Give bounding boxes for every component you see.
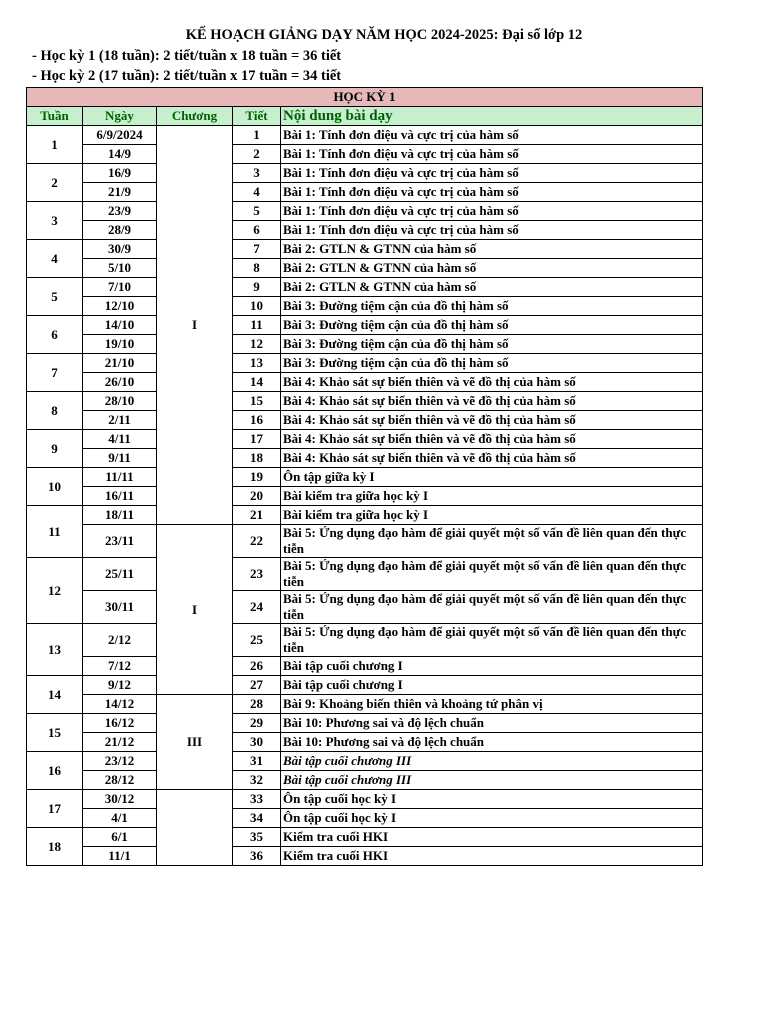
week-cell: 18 <box>27 828 83 866</box>
period-cell: 18 <box>233 449 281 468</box>
table-row <box>27 392 703 411</box>
period-cell: 4 <box>233 183 281 202</box>
period-cell: 24 <box>233 591 281 624</box>
table-row <box>27 558 703 591</box>
chapter-cell: III <box>157 695 233 790</box>
period-cell: 32 <box>233 771 281 790</box>
lesson-content-cell: Bài 1: Tính đơn điệu và cực trị của hàm số <box>281 183 703 202</box>
period-cell: 25 <box>233 624 281 657</box>
lesson-content-cell: Bài 2: GTLN & GTNN của hàm số <box>281 278 703 297</box>
table-row <box>27 752 703 771</box>
date-cell: 21/9 <box>83 183 157 202</box>
table-row <box>27 373 703 392</box>
period-cell: 36 <box>233 847 281 866</box>
table-row <box>27 828 703 847</box>
date-cell: 5/10 <box>83 259 157 278</box>
period-cell: 12 <box>233 335 281 354</box>
table-row <box>27 126 703 145</box>
date-cell: 30/9 <box>83 240 157 259</box>
date-cell: 4/11 <box>83 430 157 449</box>
table-row <box>27 335 703 354</box>
date-cell: 6/9/2024 <box>83 126 157 145</box>
lesson-content-cell: Bài 4: Khảo sát sự biến thiên và vẽ đồ thị của hàm số <box>281 449 703 468</box>
date-cell: 2/11 <box>83 411 157 430</box>
week-cell: 7 <box>27 354 83 392</box>
lesson-content-cell: Bài 5: Ứng dụng đạo hàm để giải quyết một số vấn đề liên quan đến thực tiễn <box>281 525 703 558</box>
date-cell: 4/1 <box>83 809 157 828</box>
date-cell: 28/10 <box>83 392 157 411</box>
teaching-plan-table <box>26 87 703 866</box>
date-cell: 6/1 <box>83 828 157 847</box>
date-cell: 12/10 <box>83 297 157 316</box>
date-cell: 7/12 <box>83 657 157 676</box>
lesson-content-cell: Bài kiểm tra giữa học kỳ I <box>281 487 703 506</box>
table-row <box>27 278 703 297</box>
period-cell: 5 <box>233 202 281 221</box>
date-cell: 2/12 <box>83 624 157 657</box>
table-row <box>27 733 703 752</box>
lesson-content-cell: Bài 3: Đường tiệm cận của đồ thị hàm số <box>281 335 703 354</box>
date-cell: 30/12 <box>83 790 157 809</box>
date-cell: 23/9 <box>83 202 157 221</box>
table-row <box>27 790 703 809</box>
week-cell: 12 <box>27 558 83 624</box>
week-cell: 10 <box>27 468 83 506</box>
week-cell: 8 <box>27 392 83 430</box>
date-cell: 9/12 <box>83 676 157 695</box>
table-row <box>27 316 703 335</box>
date-cell: 28/12 <box>83 771 157 790</box>
period-cell: 3 <box>233 164 281 183</box>
date-cell: 14/10 <box>83 316 157 335</box>
period-cell: 1 <box>233 126 281 145</box>
date-cell: 16/9 <box>83 164 157 183</box>
period-cell: 31 <box>233 752 281 771</box>
column-header-row <box>27 107 703 126</box>
semester-2-summary: - Học kỳ 2 (17 tuần): 2 tiết/tuần x 17 tuần = 34 tiết <box>32 68 342 84</box>
week-cell: 2 <box>27 164 83 202</box>
table-row <box>27 449 703 468</box>
period-cell: 15 <box>233 392 281 411</box>
week-cell: 15 <box>27 714 83 752</box>
period-cell: 17 <box>233 430 281 449</box>
week-cell: 11 <box>27 506 83 558</box>
lesson-content-cell: Bài 4: Khảo sát sự biến thiên và vẽ đồ thị của hàm số <box>281 430 703 449</box>
week-cell: 1 <box>27 126 83 164</box>
lesson-content-cell: Bài tập cuối chương III <box>281 752 703 771</box>
lesson-content-cell: Ôn tập cuối học kỳ I <box>281 809 703 828</box>
lesson-content-cell: Bài 1: Tính đơn điệu và cực trị của hàm số <box>281 145 703 164</box>
date-cell: 25/11 <box>83 558 157 591</box>
table-row <box>27 411 703 430</box>
table-row <box>27 591 703 624</box>
date-cell: 21/12 <box>83 733 157 752</box>
lesson-content-cell: Bài 3: Đường tiệm cận của đồ thị hàm số <box>281 297 703 316</box>
table-row <box>27 676 703 695</box>
lesson-content-cell: Bài 1: Tính đơn điệu và cực trị của hàm số <box>281 202 703 221</box>
date-cell: 23/12 <box>83 752 157 771</box>
lesson-content-cell: Bài 1: Tính đơn điệu và cực trị của hàm số <box>281 221 703 240</box>
date-cell: 18/11 <box>83 506 157 525</box>
lesson-content-cell: Bài 10: Phương sai và độ lệch chuẩn <box>281 733 703 752</box>
table-row <box>27 525 703 558</box>
table-row <box>27 695 703 714</box>
chapter-cell-empty <box>157 790 233 866</box>
header-chuong: Chương <box>157 107 233 126</box>
period-cell: 23 <box>233 558 281 591</box>
period-cell: 10 <box>233 297 281 316</box>
lesson-content-cell: Bài 3: Đường tiệm cận của đồ thị hàm số <box>281 316 703 335</box>
date-cell: 26/10 <box>83 373 157 392</box>
table-row <box>27 487 703 506</box>
table-row <box>27 259 703 278</box>
date-cell: 30/11 <box>83 591 157 624</box>
table-row <box>27 809 703 828</box>
date-cell: 7/10 <box>83 278 157 297</box>
period-cell: 27 <box>233 676 281 695</box>
period-cell: 2 <box>233 145 281 164</box>
week-cell: 3 <box>27 202 83 240</box>
period-cell: 6 <box>233 221 281 240</box>
semester-label: HỌC KỲ 1 <box>27 88 703 107</box>
week-cell: 16 <box>27 752 83 790</box>
period-cell: 22 <box>233 525 281 558</box>
date-cell: 9/11 <box>83 449 157 468</box>
period-cell: 33 <box>233 790 281 809</box>
date-cell: 16/11 <box>83 487 157 506</box>
week-cell: 9 <box>27 430 83 468</box>
table-row <box>27 468 703 487</box>
table-row <box>27 202 703 221</box>
lesson-content-cell: Bài 4: Khảo sát sự biến thiên và vẽ đồ thị của hàm số <box>281 373 703 392</box>
lesson-content-cell: Kiểm tra cuối HKI <box>281 828 703 847</box>
semester-header-row <box>27 88 703 107</box>
period-cell: 26 <box>233 657 281 676</box>
lesson-content-cell: Bài 2: GTLN & GTNN của hàm số <box>281 240 703 259</box>
date-cell: 11/11 <box>83 468 157 487</box>
week-cell: 13 <box>27 624 83 676</box>
period-cell: 30 <box>233 733 281 752</box>
date-cell: 23/11 <box>83 525 157 558</box>
table-row <box>27 145 703 164</box>
date-cell: 11/1 <box>83 847 157 866</box>
period-cell: 34 <box>233 809 281 828</box>
table-row <box>27 297 703 316</box>
period-cell: 21 <box>233 506 281 525</box>
table-row <box>27 354 703 373</box>
lesson-content-cell: Bài 5: Ứng dụng đạo hàm để giải quyết một số vấn đề liên quan đến thực tiễn <box>281 558 703 591</box>
week-cell: 5 <box>27 278 83 316</box>
page-title: KẾ HOẠCH GIẢNG DẠY NĂM HỌC 2024-2025: Đại số lớp 12 <box>185 27 583 43</box>
period-cell: 28 <box>233 695 281 714</box>
period-cell: 8 <box>233 259 281 278</box>
table-row <box>27 221 703 240</box>
date-cell: 28/9 <box>83 221 157 240</box>
date-cell: 21/10 <box>83 354 157 373</box>
header-tiet: Tiết <box>233 107 281 126</box>
header-ngay: Ngày <box>83 107 157 126</box>
table-row <box>27 183 703 202</box>
lesson-content-cell: Bài 1: Tính đơn điệu và cực trị của hàm số <box>281 126 703 145</box>
table-row <box>27 164 703 183</box>
lesson-content-cell: Bài 10: Phương sai và độ lệch chuẩn <box>281 714 703 733</box>
date-cell: 14/9 <box>83 145 157 164</box>
lesson-content-cell: Bài 2: GTLN & GTNN của hàm số <box>281 259 703 278</box>
lesson-content-cell: Bài tập cuối chương III <box>281 771 703 790</box>
period-cell: 20 <box>233 487 281 506</box>
date-cell: 19/10 <box>83 335 157 354</box>
period-cell: 35 <box>233 828 281 847</box>
lesson-content-cell: Ôn tập giữa kỳ I <box>281 468 703 487</box>
lesson-content-cell: Bài 4: Khảo sát sự biến thiên và vẽ đồ thị của hàm số <box>281 392 703 411</box>
date-cell: 14/12 <box>83 695 157 714</box>
semester-1-summary: - Học kỳ 1 (18 tuần): 2 tiết/tuần x 18 tuần = 36 tiết <box>32 48 342 64</box>
period-cell: 16 <box>233 411 281 430</box>
table-row <box>27 240 703 259</box>
period-cell: 9 <box>233 278 281 297</box>
header-tuan: Tuần <box>27 107 83 126</box>
table-row <box>27 771 703 790</box>
lesson-content-cell: Bài 5: Ứng dụng đạo hàm để giải quyết một số vấn đề liên quan đến thực tiễn <box>281 591 703 624</box>
period-cell: 14 <box>233 373 281 392</box>
lesson-content-cell: Ôn tập cuối học kỳ I <box>281 790 703 809</box>
lesson-content-cell: Bài tập cuối chương I <box>281 657 703 676</box>
lesson-content-cell: Bài kiểm tra giữa học kỳ I <box>281 506 703 525</box>
chapter-cell: I <box>157 126 233 525</box>
period-cell: 19 <box>233 468 281 487</box>
header-noidung: Nội dung bài dạy <box>281 107 703 126</box>
period-cell: 11 <box>233 316 281 335</box>
lesson-content-cell: Kiểm tra cuối HKI <box>281 847 703 866</box>
table-row <box>27 624 703 657</box>
table-row <box>27 847 703 866</box>
period-cell: 13 <box>233 354 281 373</box>
lesson-content-cell: Bài tập cuối chương I <box>281 676 703 695</box>
date-cell: 16/12 <box>83 714 157 733</box>
table-row <box>27 657 703 676</box>
lesson-content-cell: Bài 5: Ứng dụng đạo hàm để giải quyết một số vấn đề liên quan đến thực tiễn <box>281 624 703 657</box>
lesson-content-cell: Bài 4: Khảo sát sự biến thiên và vẽ đồ thị của hàm số <box>281 411 703 430</box>
week-cell: 6 <box>27 316 83 354</box>
period-cell: 29 <box>233 714 281 733</box>
period-cell: 7 <box>233 240 281 259</box>
week-cell: 17 <box>27 790 83 828</box>
week-cell: 4 <box>27 240 83 278</box>
lesson-content-cell: Bài 9: Khoảng biến thiên và khoảng tứ phân vị <box>281 695 703 714</box>
table-row <box>27 506 703 525</box>
table-row <box>27 714 703 733</box>
table-row <box>27 430 703 449</box>
lesson-content-cell: Bài 3: Đường tiệm cận của đồ thị hàm số <box>281 354 703 373</box>
week-cell: 14 <box>27 676 83 714</box>
chapter-cell: I <box>157 525 233 695</box>
lesson-content-cell: Bài 1: Tính đơn điệu và cực trị của hàm số <box>281 164 703 183</box>
